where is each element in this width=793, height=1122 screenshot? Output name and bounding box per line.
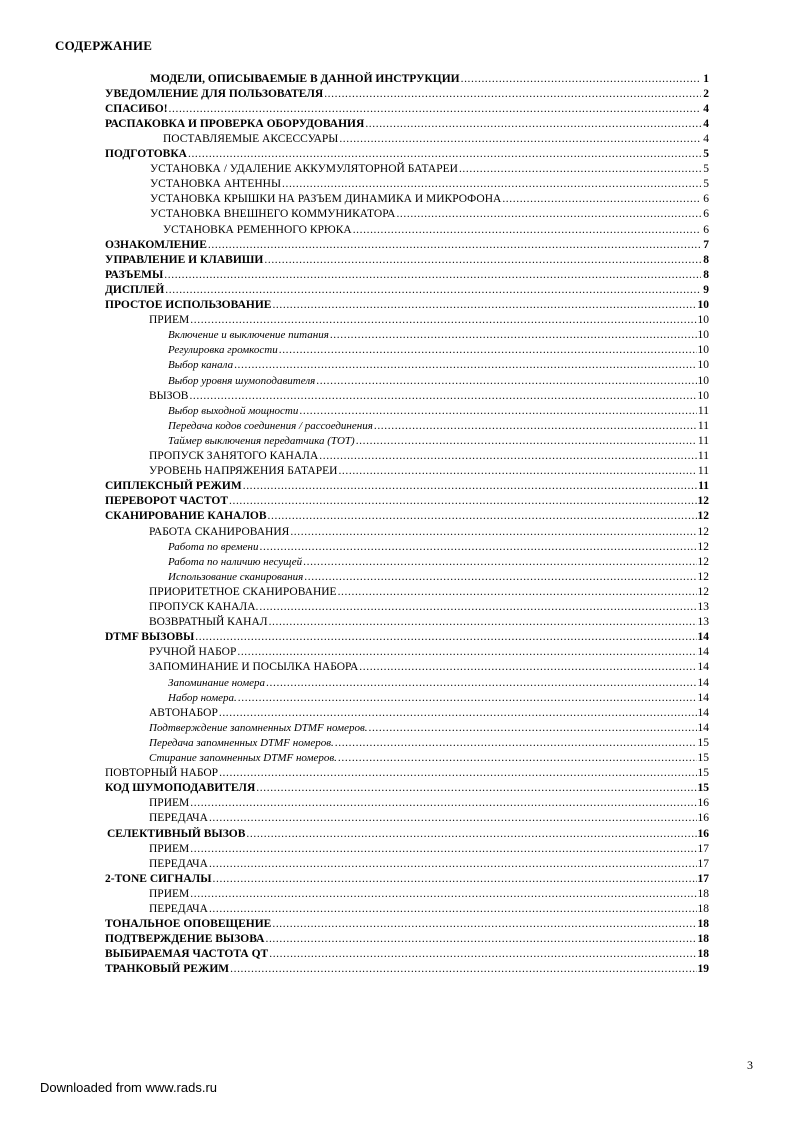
toc-leader-dots [330,328,697,342]
toc-entry[interactable] [168,691,709,705]
toc-entry-page: 2 [703,87,709,100]
toc-entry-page: 19 [697,963,709,976]
toc-entry[interactable] [168,404,709,418]
toc-entry-page: 10 [697,299,709,311]
toc-leader-dots [209,857,697,871]
toc-entry-page: 12 [697,525,709,538]
toc-entry-page: 12 [697,570,709,583]
toc-entry[interactable] [105,766,709,780]
toc-entry[interactable] [105,268,709,282]
toc-entry-title: СПАСИБО! [105,102,168,115]
toc-entry-title: УВЕДОМЛЕНИЕ ДЛЯ ПОЛЬЗОВАТЕЛЯ [105,87,324,100]
toc-leader-dots [188,147,701,161]
toc-entry[interactable] [107,827,709,841]
toc-entry[interactable] [150,192,709,206]
toc-leader-dots [338,585,697,599]
toc-entry-page: 8 [703,253,709,266]
toc-entry-page: 14 [697,661,709,674]
toc-entry[interactable] [105,147,709,161]
toc-entry-title: АВТОНАБОР [149,706,218,719]
toc-entry[interactable] [149,887,709,901]
toc-entry-title: ВЫБИРАЕМАЯ ЧАСТОТА QT [105,948,269,961]
toc-entry[interactable] [168,328,709,342]
toc-entry-title: Подтверждение запомненных DTMF номеров. [149,721,368,734]
toc-entry-title: ЗАПОМИНАНИЕ И ПОСЫЛКА НАБОРА [149,661,359,674]
toc-entry-page: 18 [697,948,709,961]
toc-entry[interactable] [168,419,709,433]
toc-entry-title: Выбор канала [168,359,234,372]
toc-entry[interactable] [105,932,709,946]
toc-entry-page: 15 [697,752,709,764]
toc-leader-dots [190,842,696,856]
toc-leader-dots [209,811,697,825]
toc-entry-page: 8 [703,268,709,281]
toc-entry-title: ТРАНКОВЫЙ РЕЖИМ [105,963,230,976]
toc-leader-dots [290,525,696,539]
toc-leader-dots [356,434,697,448]
toc-entry[interactable] [105,509,709,523]
toc-entry-title: ПЕРЕДАЧА [149,857,208,870]
toc-entry-title: Включение и выключение питания [168,329,329,342]
toc-entry-title: ПОДТВЕРЖДЕНИЕ ВЫЗОВА [105,933,265,946]
toc-entry-title: ТОНАЛЬНОЕ ОПОВЕЩЕНИЕ [105,918,272,931]
toc-entry-page: 18 [697,887,709,900]
toc-entry-title: ПРИЕМ [149,797,190,810]
toc-leader-dots [264,253,701,267]
toc-leader-dots [502,192,701,206]
toc-leader-dots [282,177,701,191]
toc-leader-dots [374,419,697,433]
toc-entry-title: ПРИЕМ [149,314,190,327]
toc-entry-title: УСТАНОВКА КРЫШКИ НА РАЗЪЕМ ДИНАМИКА И МИКРОФОНА [150,193,502,206]
toc-leader-dots [339,132,701,146]
toc-leader-dots [304,570,696,584]
toc-entry-title: Таймер выключения передатчика (ТОТ) [168,434,355,447]
toc-entry-title: DTMF ВЫЗОВЫ [105,631,195,644]
toc-entry[interactable] [105,630,709,644]
toc-entry-page: 11 [697,404,709,417]
toc-leader-dots [266,676,696,690]
toc-entry[interactable] [105,917,709,931]
toc-entry-title: Передача кодов соединения / рассоединения [168,419,373,432]
toc-leader-dots [164,268,701,282]
toc-leader-dots [269,615,697,629]
toc-entry[interactable] [149,389,709,403]
toc-entry-title: УПРАВЛЕНИЕ И КЛАВИШИ [105,253,264,266]
toc-leader-dots [209,902,697,916]
toc-leader-dots [190,313,696,327]
toc-entry-page: 15 [697,782,709,795]
toc-entry[interactable] [105,872,709,886]
toc-entry-page: 4 [703,117,709,130]
toc-entry-page: 16 [697,797,709,810]
toc-leader-dots [260,540,697,554]
toc-entry-title: УСТАНОВКА АНТЕННЫ [150,178,281,191]
toc-entry[interactable] [149,902,709,916]
toc-entry-page: 16 [697,812,709,825]
toc-entry-page: 11 [697,419,709,432]
toc-entry-page: 14 [697,631,709,644]
toc-entry-title: СИПЛЕКСНЫЙ РЕЖИМ [105,480,242,493]
toc-entry-page: 15 [697,736,709,749]
toc-entry-title: СКАНИРОВАНИЕ КАНАЛОВ [105,510,267,523]
toc-title: СОДЕРЖАНИЕ [55,38,153,53]
toc-entry-page: 17 [697,872,709,885]
toc-entry-page: 14 [697,721,709,734]
toc-entry-title: ВОЗВРАТНЫЙ КАНАЛ [149,616,268,629]
toc-leader-dots [190,796,696,810]
toc-entry-page: 14 [697,706,709,719]
toc-leader-dots [229,494,697,508]
toc-entry[interactable] [163,223,709,237]
toc-leader-dots [319,449,697,463]
toc-leader-dots [219,766,696,780]
toc-entry-title: Работа по наличию несущей [168,555,303,568]
toc-entry[interactable] [105,253,709,267]
toc-entry-page: 6 [703,223,709,236]
toc-leader-dots [256,781,696,795]
toc-entry-title: Передача запомненных DTMF номеров. [149,736,334,749]
toc-leader-dots [265,932,696,946]
toc-leader-dots [165,283,701,297]
toc-entry-page: 1 [703,72,709,85]
toc-entry[interactable] [105,479,709,493]
toc-entry[interactable] [168,434,709,448]
toc-leader-dots [461,72,701,86]
toc-entry-title: Набор номера. [168,691,237,704]
toc-entry-title: УСТАНОВКА ВНЕШНЕГО КОММУНИКАТОРА [150,208,396,221]
toc-entry[interactable] [149,842,709,856]
toc-entry-title: ПЕРЕДАЧА [149,903,208,915]
toc-entry[interactable] [105,87,709,101]
toc-entry[interactable] [168,540,709,554]
toc-leader-dots [269,947,696,961]
toc-entry-title: ПРИЕМ [149,887,190,900]
toc-entry[interactable] [105,781,709,795]
toc-entry-page: 10 [697,359,709,372]
toc-entry[interactable] [105,117,709,131]
toc-entry[interactable] [149,525,709,539]
toc-entry[interactable] [149,736,709,750]
toc-entry-title: ДИСПЛЕЙ [105,283,165,296]
toc-entry-title: ПОДГОТОВКА [105,148,187,160]
toc-entry-page: 5 [703,148,709,160]
toc-entry-page: 18 [697,933,709,946]
toc-leader-dots [219,706,697,720]
toc-entry[interactable] [150,72,709,86]
toc-leader-dots [368,721,696,735]
toc-entry-page: 12 [697,585,709,598]
toc-entry-page: 9 [703,283,709,296]
toc-entry[interactable] [149,721,709,735]
toc-leader-dots [237,645,696,659]
toc-entry-title: КОД ШУМОПОДАВИТЕЛЯ [105,782,256,795]
toc-leader-dots [316,374,696,388]
toc-leader-dots [324,87,701,101]
toc-entry[interactable] [105,947,709,961]
toc-leader-dots [359,660,696,674]
toc-leader-dots [396,207,701,221]
toc-leader-dots [195,630,696,644]
toc-entry-title: ПЕРЕВОРОТ ЧАСТОТ [105,495,228,508]
toc-entry-page: 7 [703,238,709,251]
toc-leader-dots [169,102,701,116]
toc-entry[interactable] [149,811,709,825]
toc-entry[interactable] [149,313,709,327]
toc-leader-dots [353,223,701,237]
toc-entry-title: Выбор уровня шумоподавителя [168,374,316,387]
toc-entry-page: 18 [697,903,709,915]
toc-entry-page: 4 [703,102,709,115]
toc-entry-page: 16 [697,827,709,840]
toc-entry-title: ПОСТАВЛЯЕМЫЕ АКСЕССУАРЫ [163,132,339,145]
toc-entry-page: 12 [697,495,709,508]
toc-entry-title: ПЕРЕДАЧА [149,812,208,825]
toc-entry[interactable] [105,298,709,312]
toc-entry[interactable] [163,132,709,146]
toc-entry-page: 10 [697,374,709,387]
toc-entry-page: 4 [703,132,709,145]
toc-entry-page: 5 [703,163,709,176]
toc-entry-page: 12 [697,555,709,568]
toc-entry-title: ПРОСТОЕ ИСПОЛЬЗОВАНИЕ [105,299,272,311]
toc-entry-page: 18 [697,918,709,931]
toc-entry-page: 10 [697,314,709,327]
toc-entry-page: 14 [697,676,709,689]
toc-entry[interactable] [168,374,709,388]
toc-leader-dots [303,555,696,569]
toc-entry[interactable] [168,570,709,584]
toc-entry-page: 11 [698,480,709,493]
toc-entry-page: 11 [697,465,709,478]
toc-entry[interactable] [150,207,709,221]
download-source-footer: Downloaded from www.rads.ru [40,1080,218,1095]
toc-leader-dots [338,751,697,765]
toc-entry-title: РУЧНОЙ НАБОР [149,646,237,659]
page-number: 3 [747,1058,753,1072]
toc-entry-title: ПРИОРИТЕТНОЕ СКАНИРОВАНИЕ [149,585,337,598]
toc-entry-title: ПРИЕМ [149,842,190,855]
toc-entry-title: Стирание запомненных DTMF номеров. [149,752,337,764]
toc-entry-page: 11 [697,450,709,462]
toc-entry-page: 10 [697,389,709,402]
toc-entry[interactable] [149,615,709,629]
toc-entry[interactable] [149,857,709,871]
toc-entry-title: УСТАНОВКА / УДАЛЕНИЕ АККУМУЛЯТОРНОЙ БАТАРЕИ [150,163,458,176]
toc-entry-title: ПРОПУСК ЗАНЯТОГО КАНАЛА [149,450,319,462]
toc-entry-page: 12 [697,540,709,553]
toc-leader-dots [230,962,696,976]
toc-entry-title: ОЗНАКОМЛЕНИЕ [105,238,207,251]
toc-leader-dots [243,479,697,493]
toc-entry[interactable] [149,645,709,659]
toc-entry[interactable] [168,358,709,372]
toc-entry-title: ПОВТОРНЫЙ НАБОР [105,767,219,780]
toc-entry[interactable] [150,177,709,191]
toc-entry-page: 11 [697,434,709,447]
toc-entry[interactable] [149,706,709,720]
toc-entry-title: ВЫЗОВ [149,389,189,402]
toc-entry[interactable] [149,660,709,674]
toc-entry[interactable] [149,585,709,599]
toc-leader-dots [335,736,697,750]
toc-entry-page: 14 [697,691,709,704]
toc-leader-dots [338,464,696,478]
toc-entry-title: 2-TONE СИГНАЛЫ [105,872,212,885]
toc-entry-page: 12 [697,510,709,523]
toc-entry-title: СЕЛЕКТИВНЫЙ ВЫЗОВ [107,827,246,840]
toc-leader-dots [238,691,697,705]
toc-entry[interactable] [149,600,709,614]
toc-entry[interactable] [150,162,709,176]
toc-entry[interactable] [149,751,709,765]
toc-entry[interactable] [149,796,709,810]
toc-entry-page: 13 [697,616,709,629]
toc-entry-title: МОДЕЛИ, ОПИСЫВАЕМЫЕ В ДАННОЙ ИНСТРУКЦИИ [150,72,460,85]
toc-entry[interactable] [168,343,709,357]
toc-entry-page: 15 [697,767,709,780]
toc-entry-page: 13 [697,601,709,613]
toc-entry-page: 6 [703,193,709,206]
toc-leader-dots [268,509,697,523]
toc-leader-dots [246,827,696,841]
toc-leader-dots [189,389,696,403]
toc-entry-title: Регулировка громкости [168,344,278,357]
toc-entry-page: 17 [697,842,709,855]
toc-entry-title: Использование сканирования [168,570,304,583]
toc-entry[interactable] [168,555,709,569]
toc-entry[interactable] [149,464,709,478]
toc-entry-page: 6 [703,208,709,221]
toc-leader-dots [259,600,696,614]
toc-entry[interactable] [105,102,709,116]
toc-leader-dots [299,404,697,418]
toc-leader-dots [365,117,701,131]
toc-entry[interactable] [149,449,709,463]
toc-entry-page: 14 [697,646,709,659]
toc-leader-dots [272,917,696,931]
toc-leader-dots [459,162,701,176]
toc-leader-dots [208,238,701,252]
toc-entry-title: УРОВЕНЬ НАПРЯЖЕНИЯ БАТАРЕИ [149,465,338,478]
toc-entry-page: 10 [697,329,709,342]
toc-leader-dots [190,887,696,901]
toc-entry-title: Запоминание номера [168,676,266,689]
toc-entry[interactable] [105,494,709,508]
toc-leader-dots [272,298,696,312]
toc-entry-title: УСТАНОВКА РЕМЕННОГО КРЮКА [163,223,352,236]
toc-entry[interactable] [168,676,709,690]
toc-leader-dots [234,358,696,372]
toc-entry[interactable] [105,962,709,976]
toc-entry[interactable] [105,238,709,252]
toc-entry-title: Выбор выходной мощности [168,404,299,417]
toc-entry-title: РАСПАКОВКА И ПРОВЕРКА ОБОРУДОВАНИЯ [105,117,365,130]
toc-leader-dots [279,343,697,357]
toc-entry-page: 17 [697,857,709,870]
toc-entry-title: ПРОПУСК КАНАЛА. [149,601,259,613]
toc-entry-title: РАЗЪЕМЫ [105,268,164,281]
toc-entry-page: 5 [703,178,709,191]
toc-entry[interactable] [105,283,709,297]
toc-leader-dots [213,872,697,886]
toc-entry-page: 10 [697,344,709,357]
toc-entry-title: РАБОТА СКАНИРОВАНИЯ [149,525,290,538]
toc-entry-title: Работа по времени [168,540,259,553]
